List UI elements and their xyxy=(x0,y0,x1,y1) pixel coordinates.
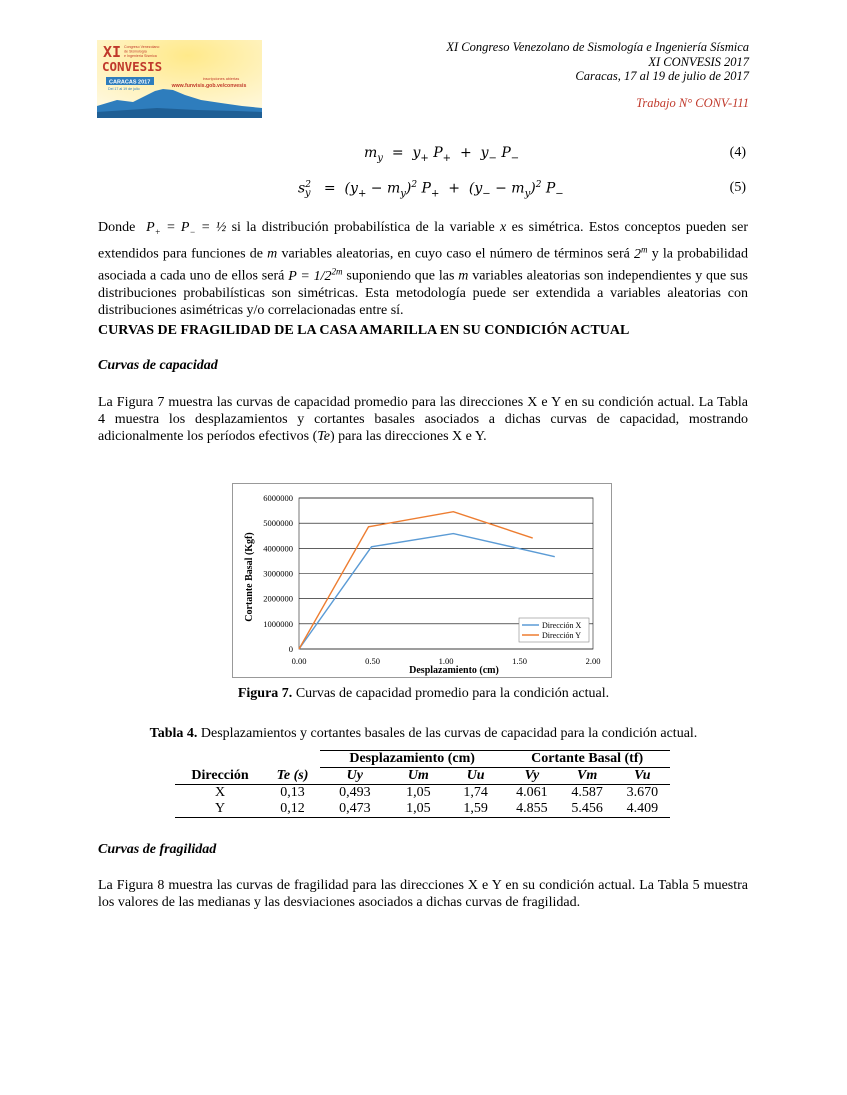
figure-caption xyxy=(0,686,847,702)
paragraph-capacity: La Figura 7 muestra las curvas de capacidad promedio para las direcciones X e Y en su condición actual. La Tabla 4 muestra los desplazamientos y cortantes basales asociados a dichas curvas de capacidad, mostrando adicionalmente los períodos efectivos (Te) para las direcciones X e Y. xyxy=(98,395,748,445)
y-tick-label: 4000000 xyxy=(263,543,293,554)
table-cell: X xyxy=(214,785,226,800)
table-cell: 4.409 xyxy=(615,801,670,818)
equation-5-number: (5) xyxy=(729,180,746,195)
y-tick-label: 0 xyxy=(288,644,293,654)
equation-4-number: (4) xyxy=(729,145,746,160)
table-header-4: Uu xyxy=(447,768,504,785)
group-shear: Cortante Basal (tf) xyxy=(504,751,670,768)
table-cell: 1,74 xyxy=(463,785,488,800)
x-tick-label: 2.00 xyxy=(585,656,601,666)
y-tick-label: 1000000 xyxy=(263,618,293,629)
logo-tag1: Congreso Venezolano xyxy=(124,45,160,49)
y-tick-label: 3000000 xyxy=(263,568,293,579)
equation-4 xyxy=(0,145,847,165)
legend-label: Dirección Y xyxy=(542,631,582,640)
capacity-chart-svg xyxy=(232,483,612,678)
x-tick-label: 1.50 xyxy=(512,656,527,666)
table-header-row xyxy=(175,768,670,785)
table-row xyxy=(175,801,670,818)
y-tick-label: 2000000 xyxy=(263,593,293,604)
equation-4-body: $m_y = y_+$ $P_+ + y_-$ $P_-$ xyxy=(364,145,520,164)
x-axis-label: Desplazamiento (cm) xyxy=(409,665,499,676)
legend-label: Dirección X xyxy=(542,621,582,630)
figure-label: Figura 7. xyxy=(237,686,293,701)
logo-inscripciones: inscripciones abiertas xyxy=(202,77,240,81)
section-title: CURVAS DE FRAGILIDAD DE LA CASA AMARILLA EN SU CONDICIÓN ACTUAL xyxy=(98,323,630,338)
table-header-6: Vm xyxy=(560,768,615,785)
paper-number: Trabajo N° CONV-111 xyxy=(636,96,749,110)
table-cell: 0,13 xyxy=(280,785,305,800)
logo-caracas: CARACAS 2017 xyxy=(109,79,151,86)
capacity-chart xyxy=(232,483,612,678)
y-axis-label: Cortante Basal (Kgf) xyxy=(244,532,255,622)
y-tick-label: 5000000 xyxy=(263,518,293,529)
logo-convesis: CONVESIS xyxy=(102,59,163,74)
subsection-fragility: Curvas de fragilidad xyxy=(98,842,217,857)
table-cell: 1,59 xyxy=(447,801,504,818)
header-line1: XI Congreso Venezolano de Sismología e Ingeniería Sísmica xyxy=(446,40,749,54)
table-cell: 4.587 xyxy=(571,785,603,800)
table-cell: 5.456 xyxy=(560,801,615,818)
logo-url: www.funvisis.gob.ve/convesis xyxy=(171,83,247,89)
logo-tag2: de Sismología xyxy=(124,49,147,54)
table-header-3: Um xyxy=(390,768,447,785)
table-cell: 4.855 xyxy=(504,801,559,818)
table-cell: 1,05 xyxy=(406,785,431,800)
logo-tag3: e Ingeniería Sísmica xyxy=(124,54,157,58)
x-tick-label: 0.00 xyxy=(291,656,307,666)
group-displacement: Desplazamiento (cm) xyxy=(320,751,504,768)
paragraph-symmetric: Donde $P_+ = P_-$ = ½ si la distribución probabilística de la variable x es simétrica. Estos conceptos pueden ser extendidos para funciones de m variables aleatorias, en cuyo caso el número de términos será 2$^m$ y la probabilidad asociada a cada uno de ellos será $P = 1/2^{2m}$ suponiendo que las m variables aleatorias son independientes y que sus distribuciones probabilísticas son simétricas. Esta metodología puede ser extendida a variables aleatorias con distribuciones asimétricas y/o correlacionadas entre sí. xyxy=(98,220,749,318)
table-header-5: Vy xyxy=(504,768,559,785)
header-line2: XI CONVESIS 2017 xyxy=(648,54,749,69)
x-tick-label: 1.00 xyxy=(438,656,454,666)
table-cell: 3.670 xyxy=(626,785,659,800)
table-header-7: Vu xyxy=(615,768,670,785)
y-tick-label: 6000000 xyxy=(263,493,293,503)
table-label: Tabla 4. xyxy=(149,726,198,741)
table-cell: Y xyxy=(175,801,265,818)
table-row xyxy=(175,785,670,802)
logo-dates: Del 17 al 19 de julio xyxy=(108,87,140,91)
chart-legend xyxy=(519,618,589,642)
figure-caption-text: Curvas de capacidad promedio para la condición actual. xyxy=(292,686,610,701)
table-header-2: Uy xyxy=(320,768,390,785)
conference-header xyxy=(446,40,749,84)
equation-5 xyxy=(0,180,847,202)
results-table xyxy=(175,750,670,818)
subsection-capacity: Curvas de capacidad xyxy=(98,358,218,373)
header-line3: Caracas, 17 al 19 de julio de 2017 xyxy=(575,69,749,83)
table-caption-text: Desplazamientos y cortantes basales de las curvas de capacidad para la condición actual. xyxy=(197,726,698,741)
logo-xi: XI xyxy=(103,43,122,61)
x-tick-label: 0.50 xyxy=(365,656,380,666)
table-header-1: Te (s) xyxy=(265,768,320,785)
table-cell: 4.061 xyxy=(516,785,548,800)
table-caption xyxy=(0,726,847,742)
table-cell: 1,05 xyxy=(390,801,447,818)
table-header-0: Dirección xyxy=(175,768,265,785)
conference-logo xyxy=(97,40,262,118)
table-cell: 0,473 xyxy=(320,801,390,818)
table-cell: 0,12 xyxy=(265,801,320,818)
table-cell: 0,493 xyxy=(339,785,371,800)
paragraph-fragility: La Figura 8 muestra las curvas de fragilidad para las direcciones X e Y en su condición actual. La Tabla 5 muestra los valores de las medianas y las desviaciones asociados a dichas curvas de fragilidad. xyxy=(98,878,748,911)
equation-5-body: $s^2_y = (y_+ - m_y)^2$ $P_+ + (y_- - m_y)^2$ $P_-$ xyxy=(298,180,564,200)
